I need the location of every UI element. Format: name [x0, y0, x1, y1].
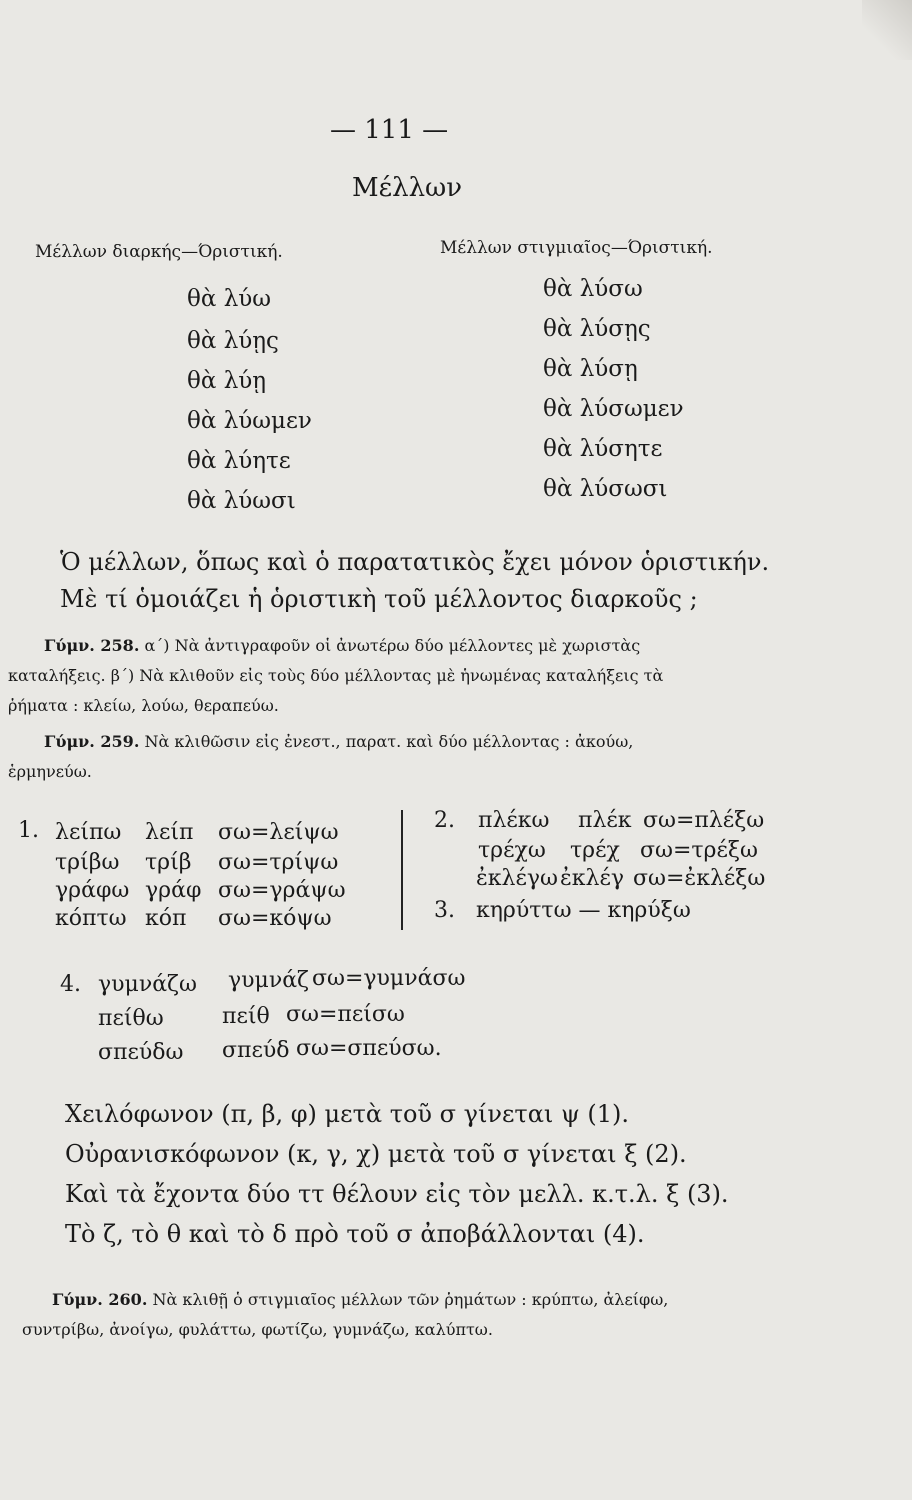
verb-pair: κηρύττω — κηρύξω — [476, 898, 691, 923]
rule-line: Οὐρανισκόφωνον (κ, γ, χ) μετὰ τοῦ σ γίνεται ξ (2). — [65, 1140, 687, 1168]
verb-future: σω=γυμνάσω — [312, 966, 466, 991]
verb-stem: τρέχ — [570, 838, 620, 863]
verb-future: σω=ἐκλέξω — [633, 866, 766, 891]
verb-stem: γράφ — [145, 878, 202, 903]
left-form: θὰ λύω — [187, 286, 272, 312]
rule-line: Τὸ ζ, τὸ θ καὶ τὸ δ πρὸ τοῦ σ ἀποβάλλονται (4). — [65, 1220, 645, 1248]
left-form: θὰ λύῃ — [187, 368, 267, 394]
verb-present: πλέκω — [478, 808, 550, 833]
verb-future: σω=πλέξω — [643, 808, 765, 833]
verb-stem: ἐκλέγ — [560, 866, 625, 891]
right-form: θὰ λύσῃ — [543, 356, 638, 382]
rule-line: Χειλόφωνον (π, β, φ) μετὰ τοῦ σ γίνεται ψ (1). — [65, 1100, 630, 1128]
verb-stem: λείπ — [145, 820, 194, 845]
verb-present: τρίβω — [55, 850, 120, 875]
rule-line: Καὶ τὰ ἔχοντα δύο ττ θέλουν εἰς τὸν μελλ. κ.τ.λ. ξ (3). — [65, 1180, 729, 1208]
right-column-heading: Μέλλων στιγμιαῖος—Όριστική. — [440, 238, 713, 258]
page-number: — 111 — — [330, 115, 449, 145]
verb-present: γράφω — [55, 878, 130, 903]
verb-present: πείθω — [98, 1006, 164, 1031]
exercise-258-line2: καταλήξεις. β΄) Νὰ κλιθοῦν εἰς τοὺς δύο μέλλοντας μὲ ἡνωμένας καταλήξεις τὰ — [8, 666, 664, 685]
verb-stem: τρίβ — [145, 850, 192, 875]
exercise-text: Νὰ κλιθῇ ὁ στιγμιαῖος μέλλων τῶν ῥημάτων : κρύπτω, ἀλείφω, — [152, 1290, 669, 1309]
verb-future: σω=λείψω — [218, 820, 339, 845]
verb-stem: κόπ — [145, 906, 187, 931]
exercise-label: Γύμν. 260. — [52, 1290, 148, 1309]
page-title: Μέλλων — [352, 173, 463, 203]
right-form: θὰ λύσῃς — [543, 316, 651, 342]
exercise-260-line1 — [52, 1290, 668, 1309]
left-column-heading: Μέλλων διαρκής—Όριστική. — [35, 242, 283, 262]
verb-future: σω=σπεύσω. — [296, 1036, 442, 1061]
verb-stem: γυμνάζ — [228, 968, 309, 993]
exercise-label: Γύμν. 258. — [44, 636, 140, 655]
verb-present: τρέχω — [478, 838, 546, 863]
verb-future: σω=πείσω — [286, 1002, 405, 1027]
verb-present: ἐκλέγω — [476, 866, 558, 891]
group-2-number: 2. — [434, 808, 455, 833]
verb-stem: πλέκ — [578, 808, 632, 833]
verb-stem: σπεύδ — [222, 1038, 290, 1063]
right-form: θὰ λύσητε — [543, 436, 663, 462]
column-divider — [401, 810, 403, 930]
left-form: θὰ λύωμεν — [187, 408, 312, 434]
verb-present: σπεύδω — [98, 1040, 184, 1065]
right-form: θὰ λύσω — [543, 276, 643, 302]
left-form: θὰ λύητε — [187, 448, 291, 474]
exercise-259-line2: ἑρμηνεύω. — [8, 762, 92, 781]
left-form: θὰ λύωσι — [187, 488, 296, 514]
page-corner-shadow — [862, 0, 912, 60]
note-line: Μὲ τί ὁμοιάζει ἡ ὁριστικὴ τοῦ μέλλοντος διαρκοῦς ; — [60, 585, 698, 613]
note-line: Ὁ μέλλων, ὅπως καὶ ὁ παρατατικὸς ἔχει μόνον ὁριστικήν. — [60, 548, 770, 576]
exercise-258-line1 — [44, 636, 640, 655]
exercise-text: α΄) Νὰ ἀντιγραφοῦν οἱ ἀνωτέρω δύο μέλλοντες μὲ χωριστὰς — [144, 636, 641, 655]
verb-future: σω=τρίψω — [218, 850, 339, 875]
group-4-number: 4. — [60, 972, 81, 997]
verb-future: σω=κόψω — [218, 906, 332, 931]
right-form: θὰ λύσωσι — [543, 476, 668, 502]
verb-future: σω=γράψω — [218, 878, 346, 903]
verb-stem: πείθ — [222, 1004, 270, 1029]
group-1-number: 1. — [18, 818, 39, 843]
verb-present: γυμνάζω — [98, 972, 197, 997]
exercise-text: Νὰ κλιθῶσιν εἰς ἐνεστ., παρατ. καὶ δύο μέλλοντας : ἀκούω, — [144, 732, 634, 751]
verb-future: σω=τρέξω — [640, 838, 758, 863]
verb-present: κόπτω — [55, 906, 127, 931]
exercise-label: Γύμν. 259. — [44, 732, 140, 751]
exercise-259-line1 — [44, 732, 633, 751]
right-form: θὰ λύσωμεν — [543, 396, 684, 422]
verb-present: λείπω — [55, 820, 122, 845]
left-form: θὰ λύῃς — [187, 328, 279, 354]
exercise-258-line3: ῥήματα : κλείω, λούω, θεραπεύω. — [8, 696, 279, 715]
group-3-number: 3. — [434, 898, 455, 923]
exercise-260-line2: συντρίβω, ἀνοίγω, φυλάττω, φωτίζω, γυμνάζω, καλύπτω. — [22, 1320, 493, 1339]
